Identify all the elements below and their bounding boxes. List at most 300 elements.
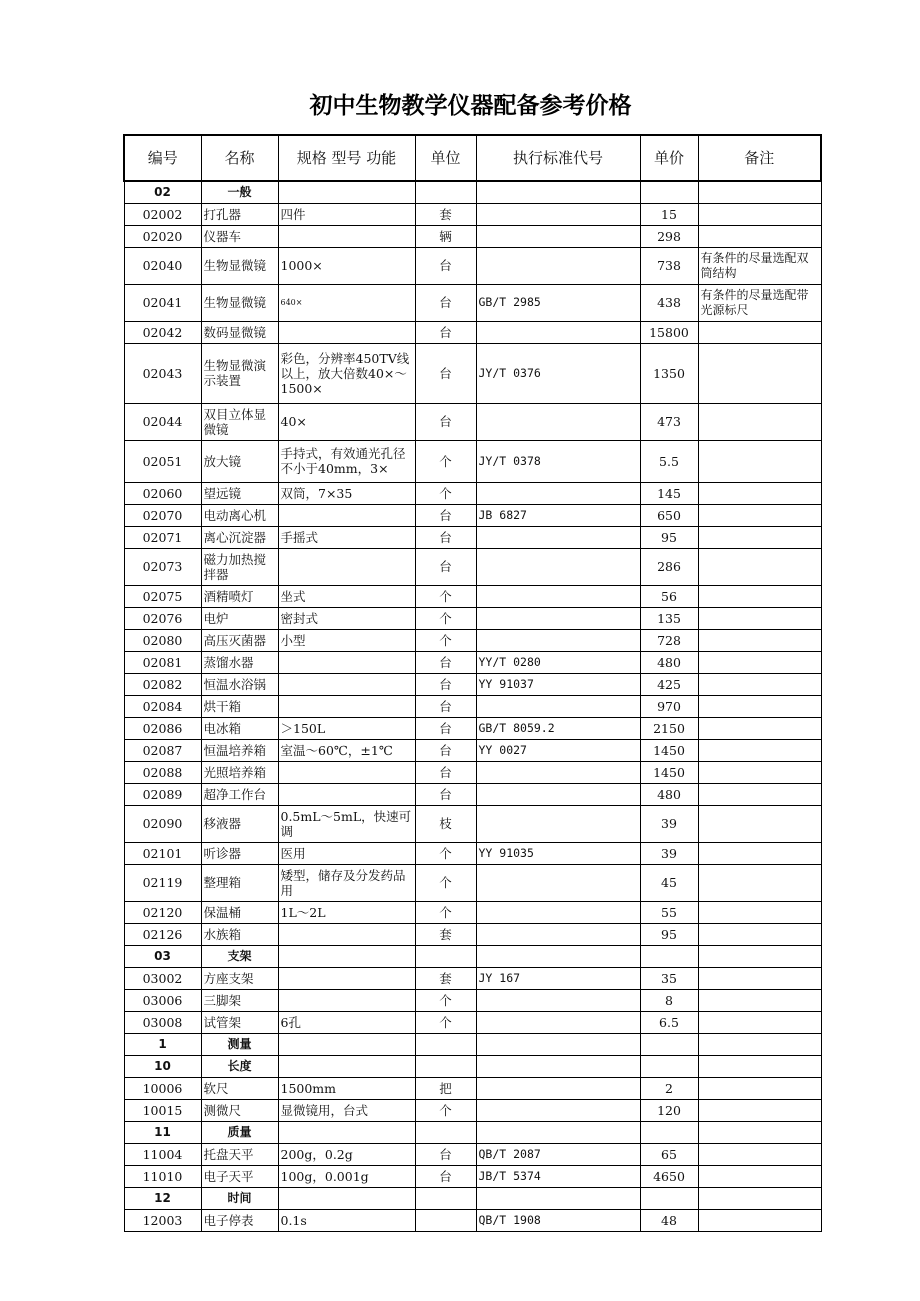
cell-note — [698, 1099, 821, 1121]
cell-spec: ＞150L — [278, 717, 415, 739]
cell-unit: 个 — [415, 629, 476, 651]
cell-spec — [278, 695, 415, 717]
empty-cell — [278, 1033, 415, 1055]
cell-price: 286 — [640, 548, 698, 585]
table-row — [124, 901, 821, 923]
table-row — [124, 203, 821, 225]
cell-spec: 显微镜用，台式 — [278, 1099, 415, 1121]
cell-unit: 台 — [415, 548, 476, 585]
cell-note — [698, 585, 821, 607]
cell-spec: 矮型，储存及分发药品用 — [278, 864, 415, 901]
table-row — [124, 1077, 821, 1099]
empty-cell — [476, 1121, 640, 1143]
cell-standard — [476, 526, 640, 548]
cell-spec: 1500mm — [278, 1077, 415, 1099]
cell-price: 2 — [640, 1077, 698, 1099]
cell-spec — [278, 967, 415, 989]
empty-cell — [698, 181, 821, 203]
cell-name: 方座支架 — [201, 967, 278, 989]
cell-name: 恒温培养箱 — [201, 739, 278, 761]
empty-cell — [698, 1187, 821, 1209]
cell-spec — [278, 989, 415, 1011]
empty-cell — [476, 1055, 640, 1077]
cell-price: 298 — [640, 225, 698, 247]
table-row — [124, 1143, 821, 1165]
cell-note — [698, 403, 821, 440]
cell-unit: 个 — [415, 864, 476, 901]
cell-note — [698, 1011, 821, 1033]
cell-name: 生物显微镜 — [201, 284, 278, 321]
cell-note — [698, 1143, 821, 1165]
section-row — [124, 181, 821, 203]
cell-code: 02126 — [124, 923, 201, 945]
cell-standard — [476, 901, 640, 923]
table-row — [124, 526, 821, 548]
cell-unit: 台 — [415, 717, 476, 739]
cell-name: 整理箱 — [201, 864, 278, 901]
cell-standard: GB/T 8059.2 — [476, 717, 640, 739]
table-row — [124, 842, 821, 864]
cell-standard: JB 6827 — [476, 504, 640, 526]
cell-note — [698, 739, 821, 761]
cell-code: 02071 — [124, 526, 201, 548]
cell-standard: YY 0027 — [476, 739, 640, 761]
section-code: 11 — [124, 1121, 201, 1143]
cell-name: 三脚架 — [201, 989, 278, 1011]
cell-note — [698, 864, 821, 901]
cell-spec: 1L～2L — [278, 901, 415, 923]
cell-note — [698, 923, 821, 945]
cell-code: 02020 — [124, 225, 201, 247]
cell-price: 738 — [640, 247, 698, 284]
cell-name: 生物显微镜 — [201, 247, 278, 284]
cell-note — [698, 203, 821, 225]
cell-price: 480 — [640, 651, 698, 673]
cell-unit: 个 — [415, 585, 476, 607]
cell-name: 电动离心机 — [201, 504, 278, 526]
section-name: 质量 — [201, 1121, 278, 1143]
table-row — [124, 1209, 821, 1231]
empty-cell — [698, 1121, 821, 1143]
empty-cell — [698, 1033, 821, 1055]
cell-standard — [476, 548, 640, 585]
cell-price: 728 — [640, 629, 698, 651]
cell-standard: YY 91037 — [476, 673, 640, 695]
cell-standard: JY/T 0376 — [476, 343, 640, 403]
cell-standard — [476, 783, 640, 805]
cell-name: 离心沉淀器 — [201, 526, 278, 548]
cell-spec: 1000× — [278, 247, 415, 284]
table-header — [124, 135, 821, 181]
cell-price: 5.5 — [640, 440, 698, 482]
header-unit: 单位 — [415, 135, 476, 181]
cell-name: 双目立体显微镜 — [201, 403, 278, 440]
table-row — [124, 923, 821, 945]
cell-price: 650 — [640, 504, 698, 526]
empty-cell — [278, 1055, 415, 1077]
cell-unit: 台 — [415, 761, 476, 783]
cell-unit: 个 — [415, 482, 476, 504]
cell-name: 生物显微演示装置 — [201, 343, 278, 403]
cell-code: 02082 — [124, 673, 201, 695]
cell-unit: 台 — [415, 651, 476, 673]
cell-price: 438 — [640, 284, 698, 321]
empty-cell — [476, 1033, 640, 1055]
table-row — [124, 321, 821, 343]
empty-cell — [476, 181, 640, 203]
cell-name: 超净工作台 — [201, 783, 278, 805]
cell-price: 1450 — [640, 761, 698, 783]
cell-name: 恒温水浴锅 — [201, 673, 278, 695]
cell-standard — [476, 607, 640, 629]
table-row — [124, 739, 821, 761]
section-code: 1 — [124, 1033, 201, 1055]
section-name: 测量 — [201, 1033, 278, 1055]
header-price: 单价 — [640, 135, 698, 181]
cell-name: 托盘天平 — [201, 1143, 278, 1165]
cell-name: 打孔器 — [201, 203, 278, 225]
cell-price: 480 — [640, 783, 698, 805]
cell-code: 02076 — [124, 607, 201, 629]
cell-unit: 台 — [415, 284, 476, 321]
table-row — [124, 673, 821, 695]
cell-code: 10015 — [124, 1099, 201, 1121]
cell-note — [698, 482, 821, 504]
section-name: 一般 — [201, 181, 278, 203]
table-row — [124, 1099, 821, 1121]
cell-code: 12003 — [124, 1209, 201, 1231]
cell-note — [698, 761, 821, 783]
cell-name: 测微尺 — [201, 1099, 278, 1121]
cell-unit: 套 — [415, 967, 476, 989]
cell-standard: YY 91035 — [476, 842, 640, 864]
cell-note — [698, 695, 821, 717]
cell-unit: 台 — [415, 343, 476, 403]
cell-spec: 室温～60℃，±1℃ — [278, 739, 415, 761]
cell-price: 4650 — [640, 1165, 698, 1187]
cell-code: 02051 — [124, 440, 201, 482]
cell-code: 02086 — [124, 717, 201, 739]
table-row — [124, 585, 821, 607]
cell-name: 水族箱 — [201, 923, 278, 945]
cell-spec: 100g，0.001g — [278, 1165, 415, 1187]
cell-name: 数码显微镜 — [201, 321, 278, 343]
header-name: 名称 — [201, 135, 278, 181]
cell-spec: 坐式 — [278, 585, 415, 607]
section-name: 时间 — [201, 1187, 278, 1209]
cell-name: 蒸馏水器 — [201, 651, 278, 673]
cell-standard: JB/T 5374 — [476, 1165, 640, 1187]
cell-unit: 枝 — [415, 805, 476, 842]
cell-unit: 台 — [415, 1143, 476, 1165]
cell-spec: 0.5mL～5mL，快速可调 — [278, 805, 415, 842]
cell-code: 02119 — [124, 864, 201, 901]
cell-unit: 台 — [415, 1165, 476, 1187]
cell-standard: YY/T 0280 — [476, 651, 640, 673]
cell-standard — [476, 864, 640, 901]
cell-name: 电炉 — [201, 607, 278, 629]
cell-standard: JY 167 — [476, 967, 640, 989]
cell-code: 02044 — [124, 403, 201, 440]
cell-code: 03002 — [124, 967, 201, 989]
section-code: 02 — [124, 181, 201, 203]
cell-unit: 个 — [415, 989, 476, 1011]
cell-note — [698, 673, 821, 695]
section-row — [124, 1187, 821, 1209]
cell-note — [698, 629, 821, 651]
cell-note — [698, 548, 821, 585]
table-row — [124, 504, 821, 526]
empty-cell — [640, 1033, 698, 1055]
cell-spec: 四件 — [278, 203, 415, 225]
cell-note — [698, 321, 821, 343]
cell-code: 02070 — [124, 504, 201, 526]
cell-note — [698, 717, 821, 739]
table-row — [124, 695, 821, 717]
cell-note — [698, 967, 821, 989]
cell-name: 烘干箱 — [201, 695, 278, 717]
empty-cell — [415, 1055, 476, 1077]
cell-code: 02089 — [124, 783, 201, 805]
cell-code: 11004 — [124, 1143, 201, 1165]
cell-spec — [278, 923, 415, 945]
cell-standard — [476, 1011, 640, 1033]
cell-note — [698, 504, 821, 526]
empty-cell — [640, 181, 698, 203]
cell-code: 02120 — [124, 901, 201, 923]
empty-cell — [698, 945, 821, 967]
cell-unit: 台 — [415, 739, 476, 761]
cell-spec — [278, 225, 415, 247]
header-spec: 规格 型号 功能 — [278, 135, 415, 181]
empty-cell — [640, 945, 698, 967]
cell-price: 1450 — [640, 739, 698, 761]
cell-standard: QB/T 2087 — [476, 1143, 640, 1165]
cell-code: 02081 — [124, 651, 201, 673]
cell-note — [698, 343, 821, 403]
cell-unit: 个 — [415, 842, 476, 864]
cell-unit: 台 — [415, 504, 476, 526]
cell-spec: 手摇式 — [278, 526, 415, 548]
cell-price: 135 — [640, 607, 698, 629]
cell-price: 2150 — [640, 717, 698, 739]
cell-unit: 个 — [415, 1011, 476, 1033]
cell-standard — [476, 989, 640, 1011]
header-standard: 执行标准代号 — [476, 135, 640, 181]
empty-cell — [640, 1187, 698, 1209]
cell-code: 02002 — [124, 203, 201, 225]
section-code: 03 — [124, 945, 201, 967]
empty-cell — [278, 945, 415, 967]
cell-code: 02073 — [124, 548, 201, 585]
section-row — [124, 1033, 821, 1055]
table-row — [124, 967, 821, 989]
empty-cell — [415, 181, 476, 203]
table-row — [124, 284, 821, 321]
cell-note: 有条件的尽量选配双筒结构 — [698, 247, 821, 284]
cell-price: 95 — [640, 526, 698, 548]
empty-cell — [640, 1121, 698, 1143]
cell-name: 移液器 — [201, 805, 278, 842]
section-row — [124, 1121, 821, 1143]
cell-name: 软尺 — [201, 1077, 278, 1099]
cell-unit: 个 — [415, 440, 476, 482]
empty-cell — [415, 1033, 476, 1055]
cell-unit: 个 — [415, 1099, 476, 1121]
cell-note — [698, 783, 821, 805]
table-row — [124, 548, 821, 585]
cell-spec — [278, 548, 415, 585]
cell-spec: 6孔 — [278, 1011, 415, 1033]
cell-name: 酒精喷灯 — [201, 585, 278, 607]
cell-spec: 手持式，有效通光孔径不小于40mm，3× — [278, 440, 415, 482]
cell-note — [698, 805, 821, 842]
cell-name: 电冰箱 — [201, 717, 278, 739]
table-row — [124, 1011, 821, 1033]
table-row — [124, 247, 821, 284]
cell-standard — [476, 403, 640, 440]
cell-spec — [278, 321, 415, 343]
empty-cell — [278, 1187, 415, 1209]
cell-code: 02087 — [124, 739, 201, 761]
cell-standard — [476, 247, 640, 284]
cell-spec: 40× — [278, 403, 415, 440]
cell-unit: 台 — [415, 403, 476, 440]
cell-spec: 640× — [278, 284, 415, 321]
cell-price: 15800 — [640, 321, 698, 343]
cell-price: 35 — [640, 967, 698, 989]
cell-price: 145 — [640, 482, 698, 504]
section-name: 支架 — [201, 945, 278, 967]
header-code: 编号 — [124, 135, 201, 181]
cell-code: 02090 — [124, 805, 201, 842]
cell-note — [698, 989, 821, 1011]
cell-note — [698, 651, 821, 673]
cell-note — [698, 1165, 821, 1187]
cell-standard — [476, 1077, 640, 1099]
table-row — [124, 761, 821, 783]
cell-unit: 辆 — [415, 225, 476, 247]
cell-name: 放大镜 — [201, 440, 278, 482]
cell-name: 保温桶 — [201, 901, 278, 923]
cell-code: 02043 — [124, 343, 201, 403]
cell-price: 8 — [640, 989, 698, 1011]
cell-code: 02060 — [124, 482, 201, 504]
cell-code: 11010 — [124, 1165, 201, 1187]
cell-unit: 套 — [415, 923, 476, 945]
cell-standard — [476, 482, 640, 504]
cell-unit: 台 — [415, 247, 476, 284]
cell-spec — [278, 504, 415, 526]
table-row — [124, 343, 821, 403]
cell-spec: 医用 — [278, 842, 415, 864]
table-row — [124, 403, 821, 440]
cell-name: 高压灭菌器 — [201, 629, 278, 651]
cell-standard — [476, 695, 640, 717]
cell-standard — [476, 805, 640, 842]
cell-note — [698, 225, 821, 247]
cell-spec: 0.1s — [278, 1209, 415, 1231]
cell-standard — [476, 585, 640, 607]
table-row — [124, 783, 821, 805]
cell-price: 45 — [640, 864, 698, 901]
cell-code: 03008 — [124, 1011, 201, 1033]
cell-name: 望远镜 — [201, 482, 278, 504]
cell-spec: 密封式 — [278, 607, 415, 629]
empty-cell — [415, 945, 476, 967]
empty-cell — [476, 945, 640, 967]
cell-name: 磁力加热搅拌器 — [201, 548, 278, 585]
cell-price: 15 — [640, 203, 698, 225]
cell-note — [698, 1209, 821, 1231]
cell-note — [698, 842, 821, 864]
cell-code: 02088 — [124, 761, 201, 783]
table-row — [124, 989, 821, 1011]
cell-note — [698, 901, 821, 923]
cell-price: 970 — [640, 695, 698, 717]
header-note: 备注 — [698, 135, 821, 181]
cell-name: 光照培养箱 — [201, 761, 278, 783]
cell-price: 56 — [640, 585, 698, 607]
cell-unit: 台 — [415, 673, 476, 695]
cell-note — [698, 440, 821, 482]
table-row — [124, 607, 821, 629]
cell-standard — [476, 1099, 640, 1121]
cell-spec: 小型 — [278, 629, 415, 651]
cell-unit: 把 — [415, 1077, 476, 1099]
empty-cell — [415, 1121, 476, 1143]
cell-name: 听诊器 — [201, 842, 278, 864]
cell-standard — [476, 225, 640, 247]
table-row — [124, 482, 821, 504]
cell-code: 02040 — [124, 247, 201, 284]
page-title: 初中生物教学仪器配备参考价格 — [309, 93, 632, 119]
cell-code: 03006 — [124, 989, 201, 1011]
cell-price: 1350 — [640, 343, 698, 403]
cell-spec: 双筒，7×35 — [278, 482, 415, 504]
cell-standard: QB/T 1908 — [476, 1209, 640, 1231]
cell-unit: 个 — [415, 901, 476, 923]
cell-unit: 套 — [415, 203, 476, 225]
table-body — [124, 181, 821, 1231]
cell-spec — [278, 783, 415, 805]
table-row — [124, 864, 821, 901]
table-row — [124, 225, 821, 247]
cell-price: 48 — [640, 1209, 698, 1231]
cell-code: 10006 — [124, 1077, 201, 1099]
section-code: 10 — [124, 1055, 201, 1077]
cell-unit: 台 — [415, 695, 476, 717]
cell-code: 02075 — [124, 585, 201, 607]
cell-name: 电子天平 — [201, 1165, 278, 1187]
cell-note — [698, 526, 821, 548]
cell-price: 425 — [640, 673, 698, 695]
table-row — [124, 717, 821, 739]
cell-spec — [278, 651, 415, 673]
empty-cell — [476, 1187, 640, 1209]
empty-cell — [415, 1187, 476, 1209]
cell-unit: 台 — [415, 526, 476, 548]
cell-price: 120 — [640, 1099, 698, 1121]
cell-price: 6.5 — [640, 1011, 698, 1033]
table-row — [124, 1165, 821, 1187]
cell-standard — [476, 203, 640, 225]
section-row — [124, 945, 821, 967]
cell-spec: 彩色，分辨率450TV线以上，放大倍数40×～1500× — [278, 343, 415, 403]
cell-standard — [476, 321, 640, 343]
cell-unit — [415, 1209, 476, 1231]
cell-price: 473 — [640, 403, 698, 440]
